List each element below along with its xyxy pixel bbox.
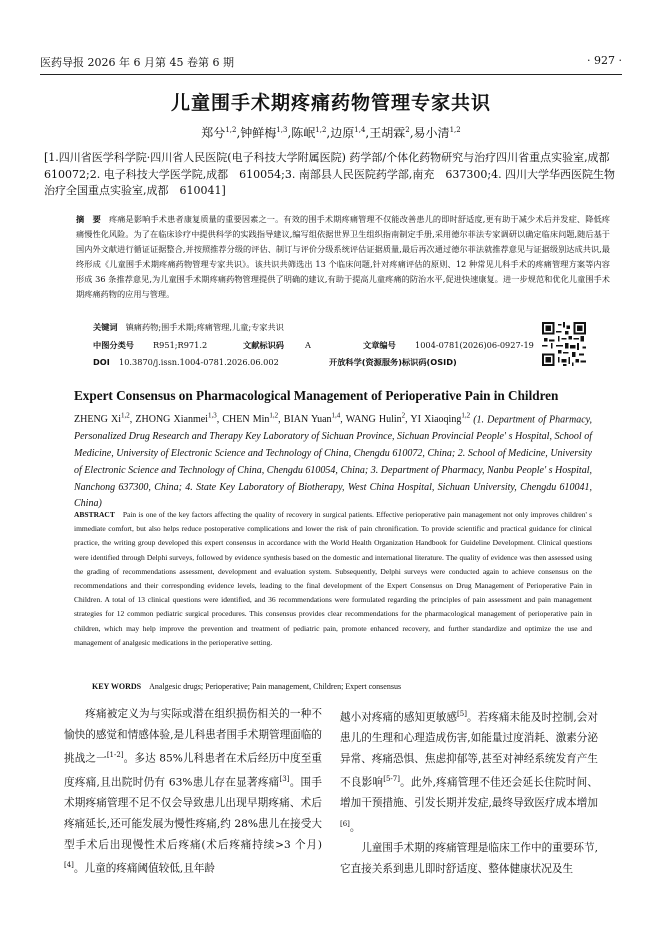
- author-name: 钟鲜梅: [240, 126, 277, 140]
- body-paragraph: 儿童围手术期的疼痛管理是临床工作中的重要环节,它直接关系到患儿即时舒适度、整体健康状况及生: [340, 842, 598, 875]
- authors-en: ZHENG Xi$^{1,2}$, ZHONG Xianmei$^{1,3}$, CHEN Min$^{1,2}$, BIAN Yuan$^{1,4}$, WANG Hulin$^2$, YI Xiaoqing$^{1,2}$: [74, 412, 471, 426]
- author-affiliation-mark: 1,2: [121, 412, 130, 420]
- author-affiliation-mark: 1,3: [276, 126, 288, 134]
- author-affiliation-mark: 1,2: [461, 412, 471, 420]
- citation-ref[interactable]: [5-7]: [383, 775, 400, 784]
- author-name: 易小清: [413, 126, 450, 140]
- osid-label: 开放科学(资源服务)标识码(OSID): [329, 357, 457, 367]
- keywords-cn-label: 关键词: [93, 322, 118, 332]
- citation-ref[interactable]: [4]: [64, 861, 74, 870]
- article-no-label: 文章编号: [363, 340, 396, 350]
- author-affiliation-mark: 1,2: [269, 412, 279, 420]
- article-title-en: Expert Consensus on Pharmacological Management of Perioperative Pain in Children: [74, 388, 559, 403]
- abstract-en-label: ABSTRACT: [74, 510, 115, 519]
- body-paragraph: 越小对疼痛的感知更敏感[5]。若疼痛未能及时控制,会对患儿的生理和心理造成伤害,如能量过度消耗、激素分泌异常、疼痛恐惧、焦虑抑郁等,甚至对神经系统发育产生不良影响[5-7]。此外,疼痛管理不佳还会延长住院时间、增加干预措施、引发长期并发症,最终导致医疗成本增加[6]。: [340, 710, 598, 834]
- clc-label: 中图分类号: [93, 340, 134, 350]
- article-no-value: 1004-0781(2026)06-0927-19: [415, 340, 534, 350]
- authors-cn: 郑兮$^{1,2}$,钟鲜梅$^{1,3}$,陈岷$^{1,2}$,边原$^{1,4}$,王胡霖$^2$,易小清$^{1,2}$: [201, 126, 461, 140]
- abstract-cn-text: 疼痛是影响手术患者康复质量的重要因素之一。有效的围手术期疼痛管理不仅能改善患儿的即时舒适度,更有助于减少术后并发症、降低疼痛慢性化风险。为了在临床诊疗中提供科学的实践指导建议,编写组依据世界卫生组织指南制定手册,采用德尔菲法专家调研以确定临床问题,随后基于国内外文献进行循证证据整合,并按照推荐分级的评估、制订与评价分级系统评估证据质量,最后再次通过德尔菲法就推荐意见与证据级别达成共识,最终形成《儿童围手术期疼痛药物管理专家共识》。该共识共筛选出 13 个临床问题,针对疼痛评估的原则、12 种常见儿科手术的疼痛管理方案等内容形成 36 条推荐意见,为儿童围手术期疼痛药物管理提供了明确的建议,有助于提高儿童疼痛的防治水平,促进快速康复。进一步规范和优化儿童围手术期疼痛药物的应用与管理。: [76, 214, 610, 299]
- keywords-en-text: Analgesic drugs; Perioperative; Pain management, Children; Expert consensus: [149, 682, 402, 691]
- author-affiliation-mark: 2: [405, 126, 410, 134]
- author-name: ZHONG Xianmei: [135, 414, 208, 426]
- author-affiliation-mark: 1,4: [354, 126, 366, 134]
- doi-value: 10.3870/j.issn.1004-0781.2026.06.002: [119, 357, 279, 367]
- abstract-en-text: Pain is one of the key factors affecting the quality of recovery in surgical patients. Effective perioperative pain management not only improves children' s immediate comfort, but also helps reduce postoperative complications and lower the risk of pain chronification. To provide scientific and practical guidance for clinical practice, the writing group developed this expert consensus in accordance with the World Health Organization Handbook for Guideline Development. Clinical questions were identified through Delphi surveys, followed by evidence synthesis based on the domestic and international literature. The quality of evidence was then assessed using the grading of recommendations assessment, development and evaluation system. Subsequently, Delphi surveys were conducted again to achieve consensus on the recommendations and their corresponding evidence levels, leading to the final development of the Expert Consensus on Drug Management of Perioperative Pain in Children. A total of 13 clinical questions were identified, and 36 recommendations were formulated regarding the principles of pain assessment and pain management strategies for 12 common pediatric surgical procedures. This consensus provides clear recommendations for the pharmacological management of perioperative pain in children, which may help improve the prevention and treatment of pediatric pain, promote enhanced recovery, and further standardize and optimize the use and management of analgesic medications in the perioperative setting.: [74, 510, 592, 647]
- body-paragraph: 疼痛被定义为与实际或潜在组织损伤相关的一种不愉快的感觉和情感体验,是儿科患者围手术期管理面临的挑战之一[1-2]。多达 85%儿科患者在术后经历中度至重度疼痛,且出院时仍有 63%患儿存在显著疼痛[3]。围手术期疼痛管理不足不仅会导致患儿出现早期疼痛、术后疼痛延长,还可能发展为慢性疼痛,约 28%患儿在接受大型手术后出现慢性术后疼痛(术后疼痛持续>3 个月)[4]。儿童的疼痛阈值较低,且年龄: [64, 708, 323, 875]
- citation-ref[interactable]: [5]: [457, 710, 467, 718]
- keywords-cn-text: 镇痛药物;围手术期;疼痛管理,儿童;专家共识: [125, 322, 284, 332]
- abstract-cn-label: 摘 要: [76, 214, 101, 224]
- author-name: CHEN Min: [222, 414, 270, 426]
- doc-code-value: A: [305, 340, 311, 350]
- keywords-cn: [93, 322, 284, 333]
- author-name: 陈岷: [291, 126, 316, 140]
- author-name: 边原: [330, 126, 355, 140]
- author-name: 王胡霖: [369, 126, 406, 140]
- affiliation-cn: [1.四川省医学科学院·四川省人民医院(电子科技大学附属医院) 药学部/个体化药物研究与治疗四川省重点实验室,成都 610072;2. 电子科技大学医学院,成都 610054;3. 南部县人民医院药学部,南充 637300;4. 四川大学华西医院生物治疗全国重点实验室,成都 610041]: [44, 151, 621, 197]
- citation-ref[interactable]: [6]: [340, 820, 350, 829]
- abstract-en: [74, 508, 592, 650]
- journal-issue-info: 医药导报 2026 年 6 月第 45 卷第 6 期: [40, 56, 234, 69]
- author-affiliation-mark: 1,2: [315, 126, 327, 134]
- author-affiliation-mark: 1,3: [207, 412, 217, 420]
- author-name: YI Xiaoqing: [410, 414, 462, 426]
- abstract-cn: [76, 212, 610, 302]
- doi-label: DOI: [93, 357, 110, 367]
- author-affiliation-mark: 1,4: [331, 412, 341, 420]
- author-affiliation-mark: 2: [401, 412, 406, 420]
- citation-ref[interactable]: [3]: [279, 775, 290, 784]
- author-name: WANG Hulin: [345, 414, 402, 426]
- keywords-en: [92, 682, 401, 691]
- page-number: · 927 ·: [587, 54, 622, 67]
- header-rule: [40, 74, 622, 75]
- citation-ref[interactable]: [1-2]: [106, 751, 124, 760]
- keywords-en-label: KEY WORDS: [92, 682, 142, 691]
- osid-qr-code[interactable]: [542, 322, 586, 366]
- author-name: BIAN Yuan: [283, 414, 332, 426]
- author-name: ZHENG Xi: [74, 414, 122, 426]
- clc-value: R951;R971.2: [153, 340, 208, 350]
- author-affiliation-mark: 1,2: [225, 126, 237, 134]
- author-name: 郑兮: [201, 126, 226, 140]
- body-column-left: [64, 704, 322, 879]
- article-title-cn: 儿童围手术期疼痛药物管理专家共识: [170, 92, 491, 114]
- affiliation-en: (1. Department of Pharmacy, Personalized Drug Research and Therapy Key Laboratory of Sichuan Province, Sichuan Provincial People' s Hospital, School of Medicine, University of Electronic Science and Technology of China, Chengdu 610072, China; 2. School of Medicine, University of Electronic Science and Technology of China, Chengdu 610054, China; 3. Department of Pharmacy, Nanbu People' s Hospital, Nanchong 637300, China; 4. State Key Laboratory of Biotherapy, West China Hospital, Sichuan University, Chengdu 610041, China): [74, 414, 593, 510]
- authors-affiliation-en: [74, 408, 592, 513]
- doc-code-label: 文献标识码: [243, 340, 284, 350]
- body-column-right: [340, 704, 598, 879]
- running-head: [40, 54, 622, 70]
- author-affiliation-mark: 1,2: [449, 126, 461, 134]
